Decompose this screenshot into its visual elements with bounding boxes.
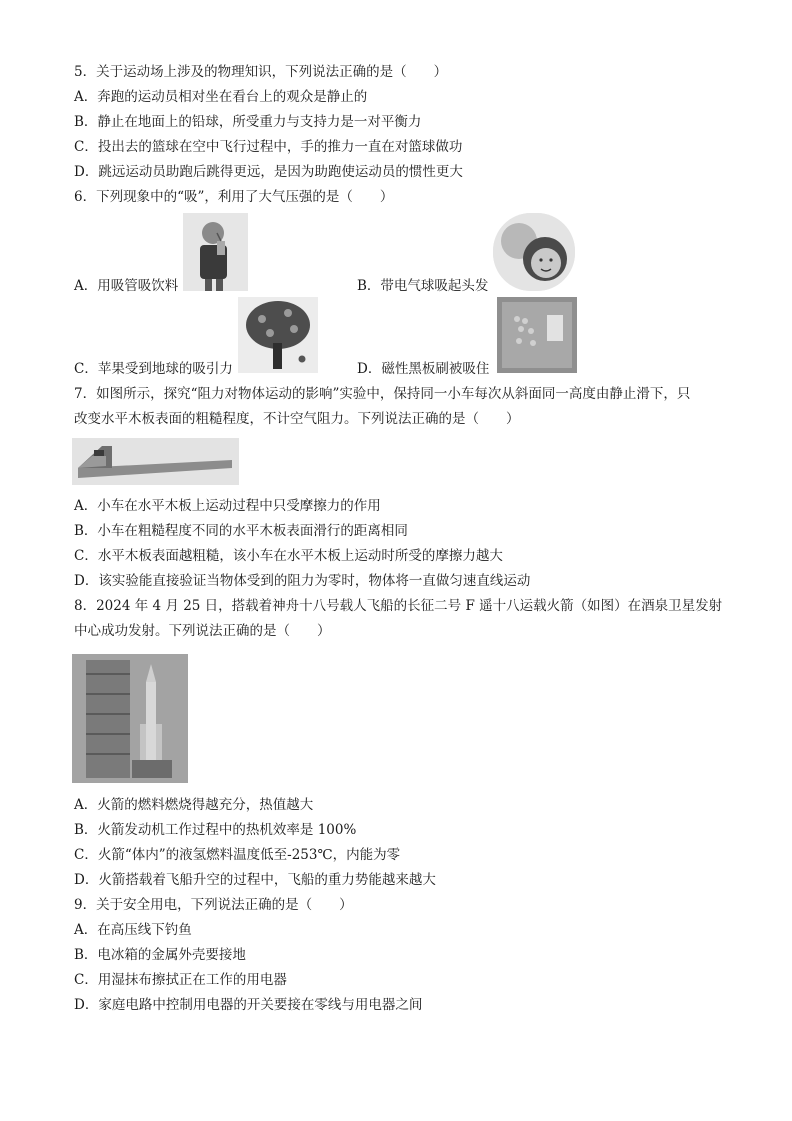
q5-option-b: B．静止在地面上的铅球，所受重力与支持力是一对平衡力 (74, 114, 422, 130)
q5-option-d: D．跳远运动员助跑后跳得更远，是因为助跑使运动员的惯性更大 (74, 164, 463, 180)
q8-option-d: D．火箭搭载着飞船升空的过程中，飞船的重力势能越来越大 (74, 872, 436, 888)
q8-option-a: A．火箭的燃料燃烧得越充分，热值越大 (74, 797, 314, 813)
q8-stem-line2: 中心成功发射。下列说法正确的是（ ） (74, 623, 331, 639)
q8-option-b: B．火箭发动机工作过程中的热机效率是 100% (74, 822, 357, 838)
q6-option-c: C．苹果受到地球的吸引力 (74, 361, 233, 377)
q7-option-c: C．水平木板表面越粗糙，该小车在水平木板上运动时所受的摩擦力越大 (74, 548, 503, 564)
q9-option-c: C．用湿抹布擦拭正在工作的用电器 (74, 972, 287, 988)
q7-stem-line1: 7．如图所示，探究“阻力对物体运动的影响”实验中，保持同一小车每次从斜面同一高度由静止滑下，只 (74, 386, 691, 402)
rocket-launch-tower-image (72, 654, 188, 783)
q7-stem-line2: 改变水平木板表面的粗糙程度，不计空气阻力。下列说法正确的是（ ） (74, 411, 520, 427)
q7-option-b: B．小车在粗糙程度不同的水平木板表面滑行的距离相同 (74, 523, 408, 539)
q6-stem: 6．下列现象中的“吸”，利用了大气压强的是（ ） (74, 189, 394, 205)
girl-balloon-hair-image (493, 213, 575, 291)
q5-option-c: C．投出去的篮球在空中飞行过程中，手的推力一直在对篮球做功 (74, 139, 463, 155)
q9-option-b: B．电冰箱的金属外壳要接地 (74, 947, 246, 963)
apple-tree-image (238, 297, 318, 373)
q7-option-d: D．该实验能直接验证当物体受到的阻力为零时，物体将一直做匀速直线运动 (74, 573, 531, 589)
boy-drinking-straw-image (183, 213, 248, 291)
q5-option-a: A．奔跑的运动员相对坐在看台上的观众是静止的 (74, 89, 368, 105)
q5-stem: 5．关于运动场上涉及的物理知识，下列说法正确的是（ ） (74, 64, 448, 80)
q6-option-d: D．磁性黑板刷被吸住 (357, 361, 490, 377)
q7-option-a: A．小车在水平木板上运动过程中只受摩擦力的作用 (74, 498, 381, 514)
q9-option-d: D．家庭电路中控制用电器的开关要接在零线与用电器之间 (74, 997, 423, 1013)
q8-stem-line1: 8．2024 年 4 月 25 日，搭载着神舟十八号载人飞船的长征二号 F 遥十八运载火箭（如图）在酒泉卫星发射 (74, 598, 723, 614)
magnetic-blackboard-image (497, 297, 577, 373)
q6-option-a: A．用吸管吸饮料 (74, 278, 179, 294)
q6-option-b: B．带电气球吸起头发 (357, 278, 489, 294)
q9-option-a: A．在高压线下钓鱼 (74, 922, 192, 938)
q9-stem: 9．关于安全用电，下列说法正确的是（ ） (74, 897, 353, 913)
q8-option-c: C．火箭“体内”的液氢燃料温度低至-253℃，内能为零 (74, 847, 401, 863)
incline-board-cart-image (72, 438, 239, 485)
